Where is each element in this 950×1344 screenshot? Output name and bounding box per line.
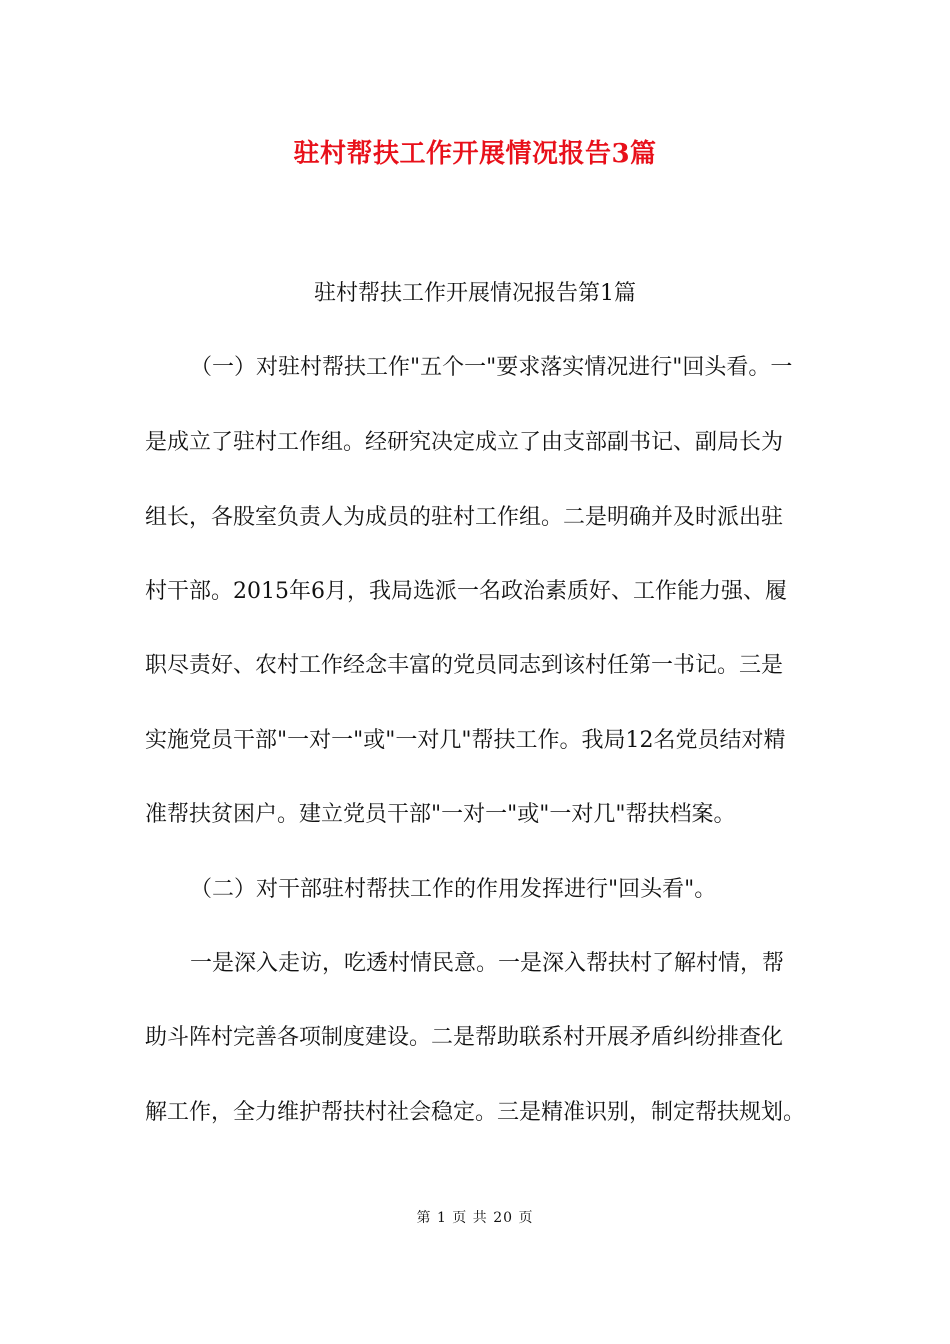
paragraph-line: 一是深入走访，吃透村情民意。一是深入帮扶村了解村情，帮 — [190, 951, 785, 976]
paragraph-line: 村干部。2015年6月，我局选派一名政治素质好、工作能力强、履 — [145, 579, 787, 604]
paragraph-line: 实施党员干部"一对一"或"一对几"帮扶工作。我局12名党员结对精 — [145, 728, 786, 753]
paragraph-line: 职尽责好、农村工作经念丰富的党员同志到该村任第一书记。三是 — [145, 653, 784, 678]
paragraph-line: 是成立了驻村工作组。经研究决定成立了由支部副书记、副局长为 — [145, 430, 784, 455]
paragraph-line: 组长，各股室负责人为成员的驻村工作组。二是明确并及时派出驻 — [145, 505, 784, 530]
paragraph-line: 准帮扶贫困户。建立党员干部"一对一"或"一对几"帮扶档案。 — [145, 802, 736, 827]
paragraph-line: （一）对驻村帮扶工作"五个一"要求落实情况进行"回头看。一 — [190, 355, 793, 380]
section-subtitle: 驻村帮扶工作开展情况报告第1篇 — [314, 281, 636, 306]
page-footer: 第 1 页 共 20 页 — [416, 1210, 534, 1226]
paragraph-line: 助斗阵村完善各项制度建设。二是帮助联系村开展矛盾纠纷排查化 — [145, 1025, 784, 1050]
paragraph-line: （二）对干部驻村帮扶工作的作用发挥进行"回头看"。 — [190, 877, 717, 902]
paragraph-line: 解工作，全力维护帮扶村社会稳定。三是精准识别，制定帮扶规划。 — [145, 1100, 806, 1125]
document-title: 驻村帮扶工作开展情况报告3篇 — [293, 139, 657, 169]
